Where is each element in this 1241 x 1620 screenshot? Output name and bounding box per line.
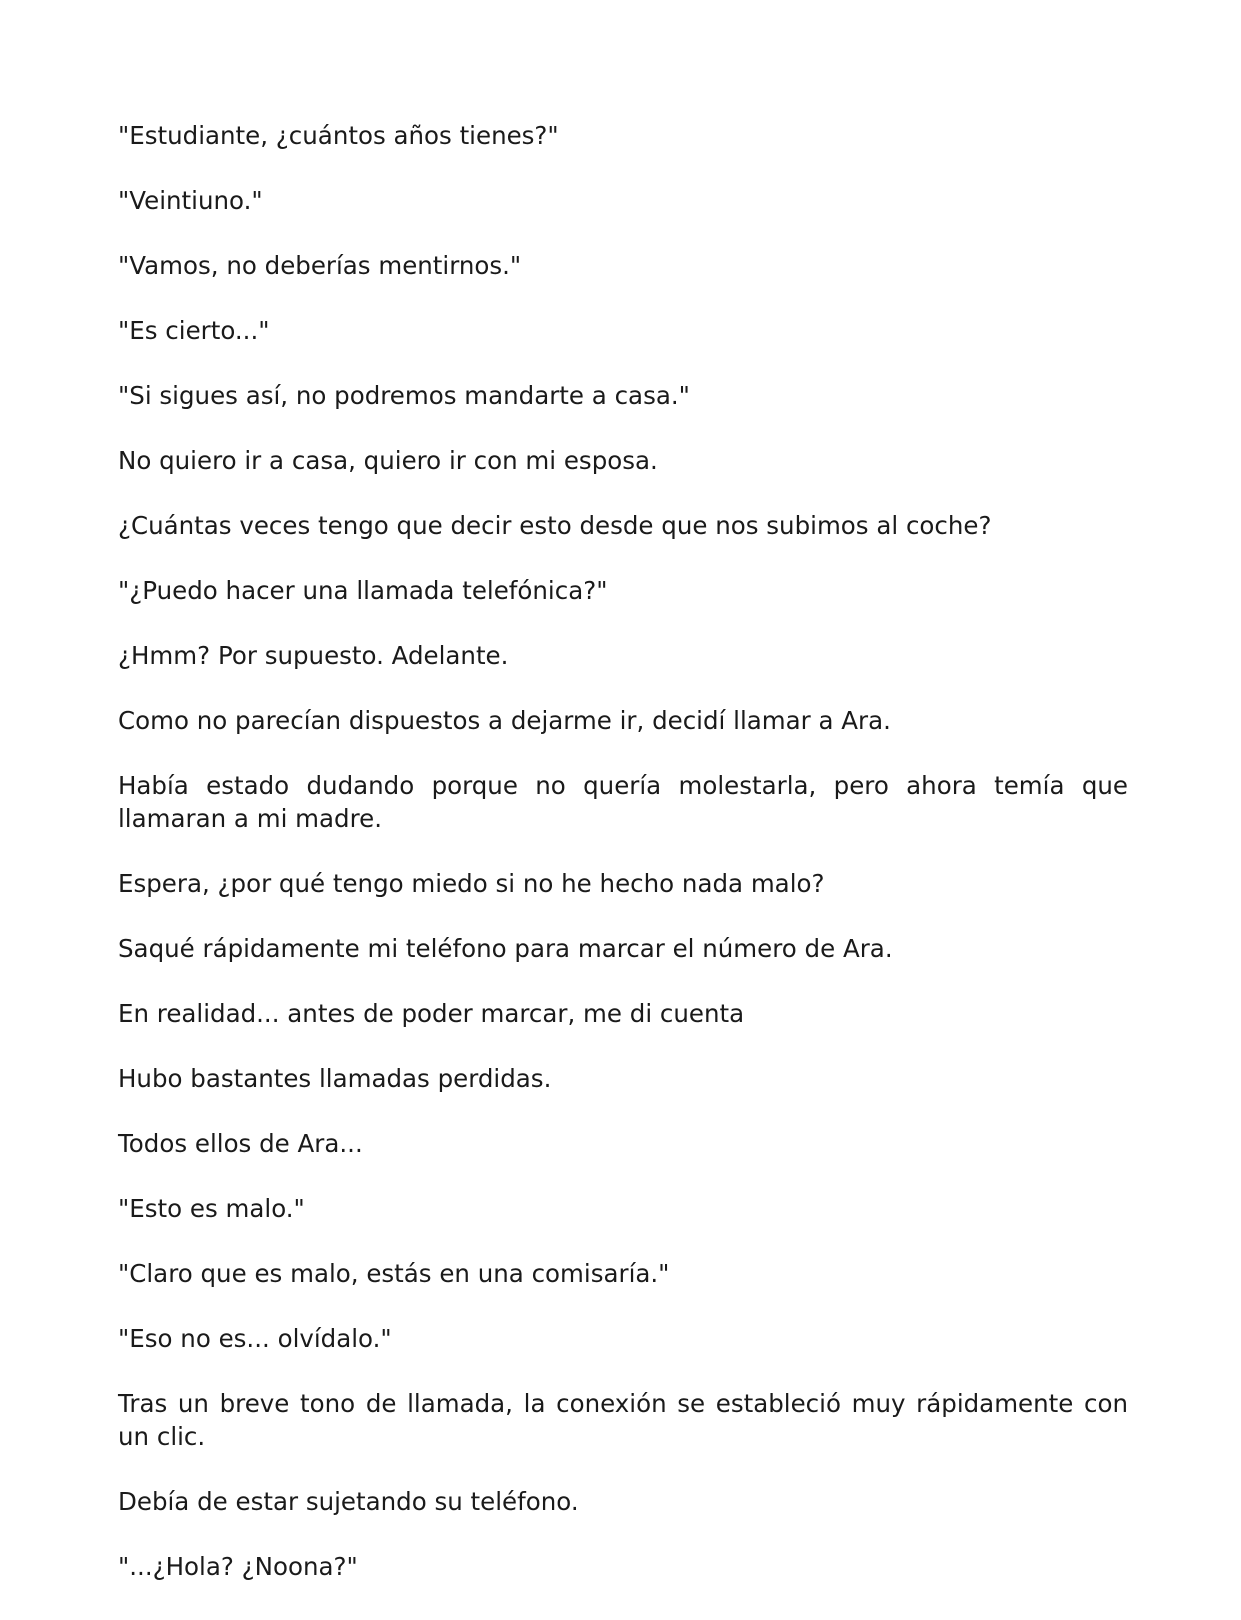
paragraph-14: En realidad... antes de poder marcar, me di cuenta — [118, 999, 745, 1028]
paragraph-7: ¿Cuántas veces tengo que decir esto desde que nos subimos al coche? — [118, 511, 992, 540]
paragraph-10: Como no parecían dispuestos a dejarme ir, decidí llamar a Ara. — [118, 706, 891, 735]
paragraph-3: "Vamos, no deberías mentirnos." — [118, 251, 522, 280]
paragraph-4: "Es cierto..." — [118, 316, 270, 345]
paragraph-18: "Claro que es malo, estás en una comisaría." — [118, 1259, 670, 1288]
document-body — [118, 119, 1128, 1615]
paragraph-21: Debía de estar sujetando su teléfono. — [118, 1487, 579, 1516]
paragraph-2: "Veintiuno." — [118, 186, 263, 215]
paragraph-22: "...¿Hola? ¿Noona?" — [118, 1552, 358, 1581]
paragraph-15: Hubo bastantes llamadas perdidas. — [118, 1064, 552, 1093]
paragraph-8: "¿Puedo hacer una llamada telefónica?" — [118, 576, 608, 605]
paragraph-12: Espera, ¿por qué tengo miedo si no he hecho nada malo? — [118, 869, 825, 898]
paragraph-11: Había estado dudando porque no quería molestarla, pero ahora temía que llamaran a mi madre. — [118, 771, 1128, 833]
paragraph-6: No quiero ir a casa, quiero ir con mi esposa. — [118, 446, 658, 475]
paragraph-20: Tras un breve tono de llamada, la conexión se estableció muy rápidamente con un clic. — [118, 1389, 1128, 1451]
paragraph-1: "Estudiante, ¿cuántos años tienes?" — [118, 121, 559, 150]
paragraph-16: Todos ellos de Ara... — [118, 1129, 363, 1158]
paragraph-19: "Eso no es... olvídalo." — [118, 1324, 392, 1353]
paragraph-5: "Si sigues así, no podremos mandarte a casa." — [118, 381, 690, 410]
paragraph-9: ¿Hmm? Por supuesto. Adelante. — [118, 641, 509, 670]
paragraph-17: "Esto es malo." — [118, 1194, 305, 1223]
paragraph-13: Saqué rápidamente mi teléfono para marcar el número de Ara. — [118, 934, 893, 963]
